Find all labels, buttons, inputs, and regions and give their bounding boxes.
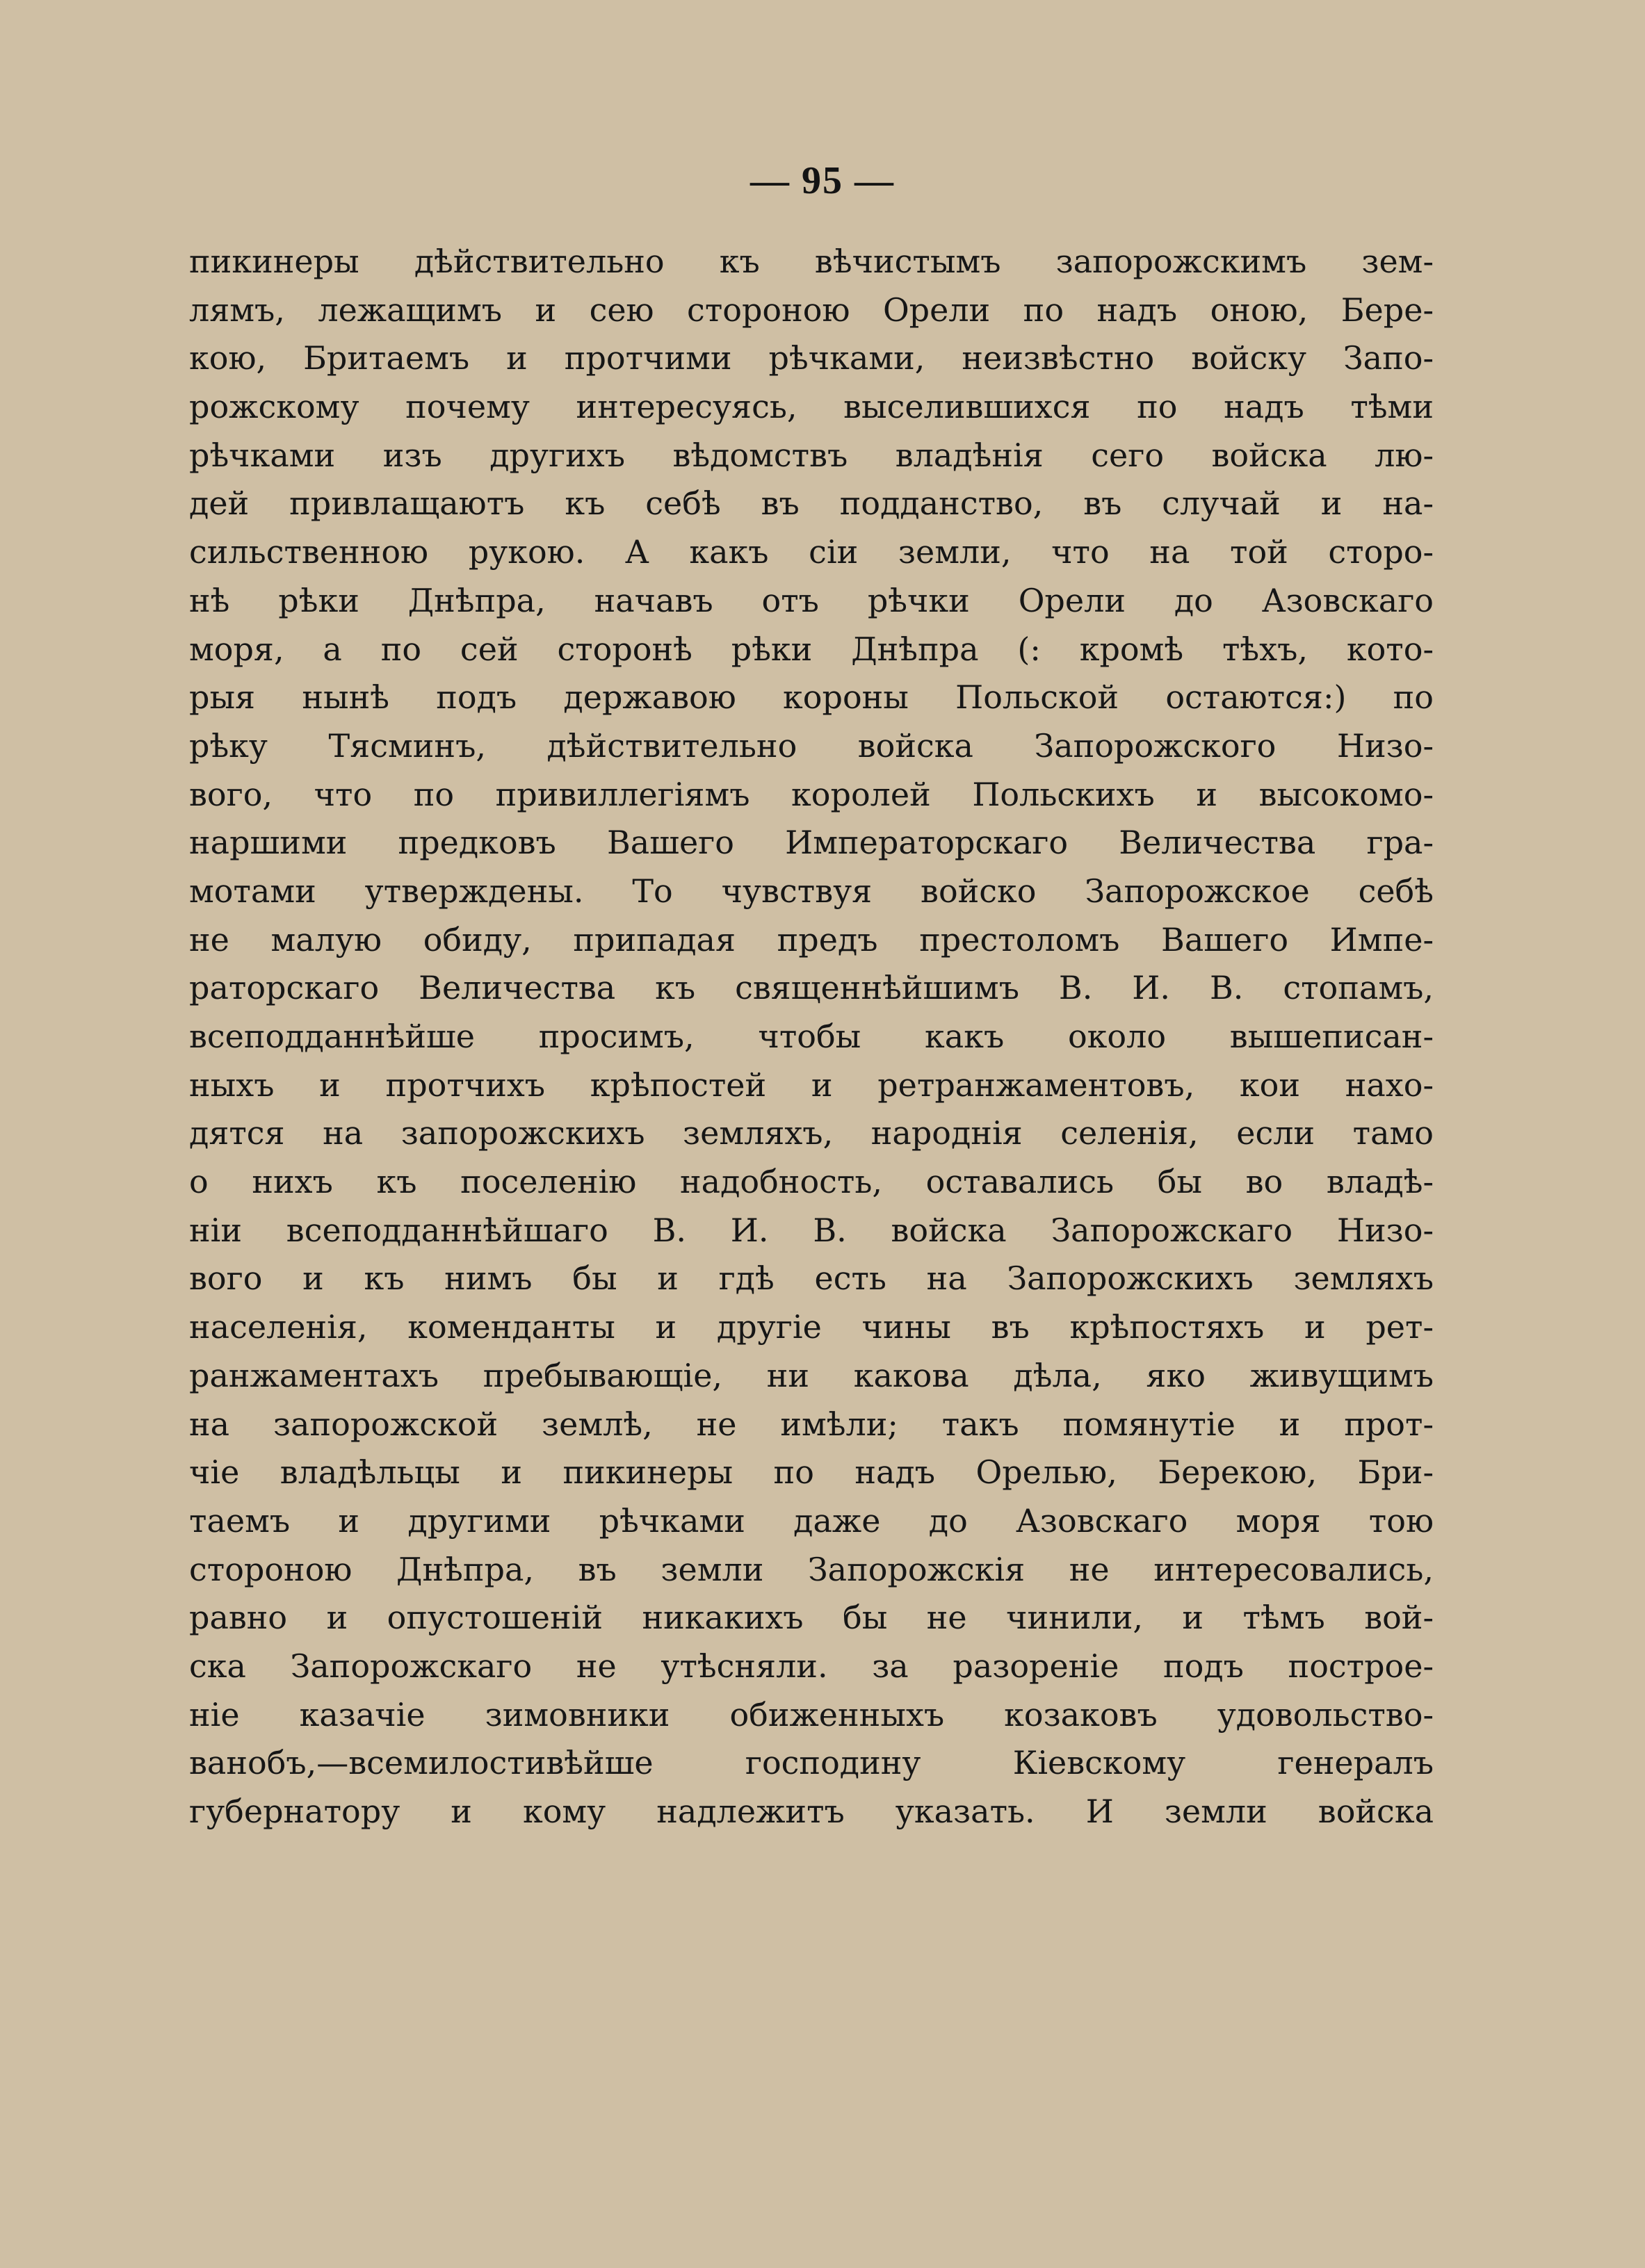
text-line: рожскому почему интересуясь, выселившихся по надъ тѣми bbox=[189, 388, 1434, 426]
text-line: ніе казачіе зимовники обиженныхъ козаковъ удовольство- bbox=[189, 1695, 1434, 1733]
text-line: ранжаментахъ пребывающіе, ни какова дѣла, яко живущимъ bbox=[189, 1356, 1434, 1394]
text-line: всеподданнѣйше просимъ, чтобы какъ около вышеписан- bbox=[189, 1018, 1434, 1055]
text-line: вого и къ нимъ бы и гдѣ есть на Запорожскихъ земляхъ bbox=[189, 1259, 1434, 1298]
text-line: ска Запорожскаго не утѣсняли. за разореніе подъ построе- bbox=[189, 1647, 1434, 1685]
text-line: пикинеры дѣйствительно къ вѣчистымъ запорожскимъ зем- bbox=[189, 243, 1434, 280]
text-line: сильственною рукою. А какъ сіи земли, что на той сторо- bbox=[189, 533, 1434, 571]
page-number: — 95 — bbox=[750, 159, 895, 202]
text-line: таемъ и другими рѣчками даже до Азовскаго моря тою bbox=[189, 1501, 1434, 1540]
text-line: о нихъ къ поселенію надобность, оставались бы во владѣ- bbox=[189, 1163, 1434, 1201]
text-line: ніи всеподданнѣйшаго В. И. В. войска Запорожскаго Низо- bbox=[189, 1211, 1434, 1249]
text-line: лямъ, лежащимъ и сею стороною Орели по надъ оною, Бере- bbox=[189, 291, 1434, 329]
text-line: ныхъ и протчихъ крѣпостей и ретранжаментовъ, кои нахо- bbox=[189, 1066, 1434, 1104]
text-line: равно и опустошеній никакихъ бы не чинили, и тѣмъ вой- bbox=[189, 1599, 1434, 1637]
text-line: губернатору и кому надлежитъ указать. И земли войска bbox=[189, 1793, 1434, 1830]
text-line: стороною Днѣпра, въ земли Запорожскія не интересовались, bbox=[189, 1550, 1434, 1588]
text-line: ванобъ,—всемилостивѣйше господину Кіевскому генералъ bbox=[189, 1744, 1434, 1782]
text-line: нѣ рѣки Днѣпра, начавъ отъ рѣчки Орели до Азовскаго bbox=[189, 581, 1434, 619]
text-line: моря, а по сей сторонѣ рѣки Днѣпра (: кромѣ тѣхъ, кото- bbox=[189, 630, 1434, 668]
text-line: на запорожской землѣ, не имѣли; такъ помянутіе и прот- bbox=[189, 1405, 1434, 1443]
body-text bbox=[189, 238, 1434, 1836]
text-line: рѣчками изъ другихъ вѣдомствъ владѣнія сего войска лю- bbox=[189, 436, 1434, 474]
text-line: наршими предковъ Вашего Императорскаго Величества гра- bbox=[189, 824, 1434, 862]
text-line: населенія, коменданты и другіе чины въ крѣпостяхъ и рет- bbox=[189, 1308, 1434, 1346]
text-line: рѣку Тясминъ, дѣйствительно войска Запорожского Низо- bbox=[189, 726, 1434, 765]
text-line: рыя нынѣ подъ державою короны Польской остаются:) по bbox=[189, 678, 1434, 717]
text-line: раторскаго Величества къ священнѣйшимъ В. И. В. стопамъ, bbox=[189, 969, 1434, 1007]
text-line: дятся на запорожскихъ земляхъ, народнія селенія, если тамо bbox=[189, 1114, 1434, 1152]
text-line: чіе владѣльцы и пикинеры по надъ Орелью, Берекою, Бри- bbox=[189, 1453, 1434, 1492]
text-line: кою, Бритаемъ и протчими рѣчками, неизвѣстно войску Запо- bbox=[189, 339, 1434, 377]
text-line: мотами утверждены. То чувствуя войско Запорожское себѣ bbox=[189, 872, 1434, 910]
text-line: вого, что по привиллегіямъ королей Польскихъ и высокомо- bbox=[189, 775, 1434, 813]
text-line: дей привлащаютъ къ себѣ въ подданство, въ случай и на- bbox=[189, 484, 1434, 523]
text-line: не малую обиду, припадая предъ престоломъ Вашего Импе- bbox=[189, 920, 1434, 958]
